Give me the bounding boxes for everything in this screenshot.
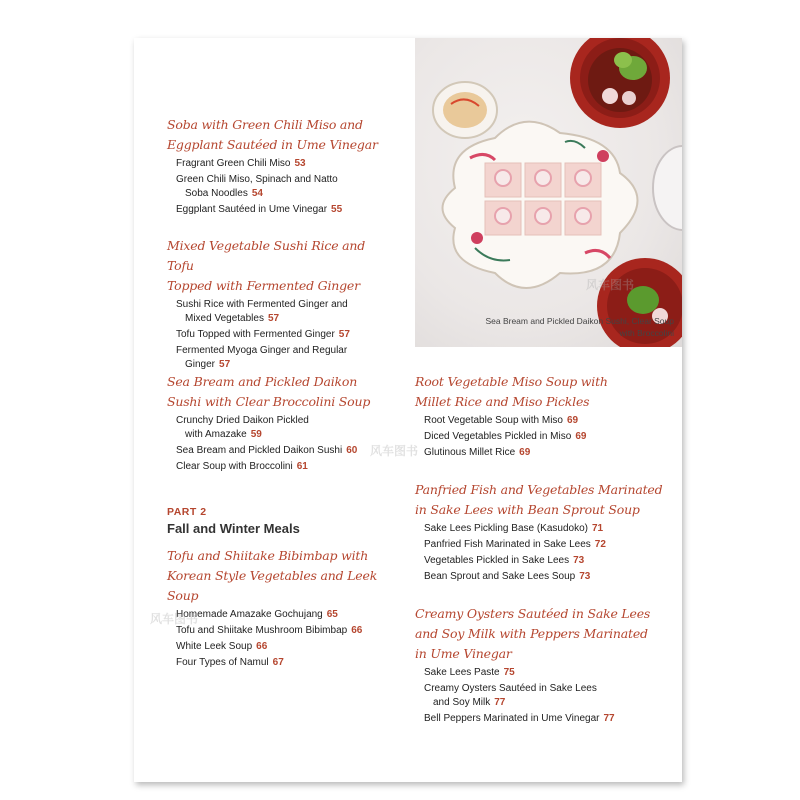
part-2-heading [167, 506, 300, 536]
title-line: Mixed Vegetable Sushi Rice and Tofu [167, 238, 366, 273]
toc-entry[interactable] [415, 682, 665, 710]
entry-text: Sea Bream and Pickled Daikon Sushi [176, 445, 343, 456]
page-number: 66 [256, 641, 268, 652]
toc-entry[interactable] [167, 157, 382, 171]
recipe-section-title [415, 604, 665, 664]
page-number: 69 [575, 431, 587, 442]
entry-text: Fragrant Green Chili Miso [176, 158, 291, 169]
toc-entry[interactable] [167, 328, 382, 342]
page-number: 75 [503, 667, 515, 678]
toc-entry[interactable] [167, 203, 382, 217]
toc-entry[interactable] [167, 344, 382, 372]
title-line: in Ume Vinegar [415, 646, 512, 661]
recipe-section-title [167, 372, 382, 412]
page-number: 66 [351, 625, 363, 636]
title-line: and Soy Milk with Peppers Marinated [415, 626, 648, 641]
page-number: 65 [326, 609, 338, 620]
recipe-section-title [167, 115, 382, 155]
page-number: 59 [250, 429, 262, 440]
entry-text: Panfried Fish Marinated in Sake Lees [424, 539, 591, 550]
entry-text: Crunchy Dried Daikon Pickled [176, 415, 309, 426]
recipe-section [167, 546, 397, 670]
entry-text: Glutinous Millet Rice [424, 447, 516, 458]
recipe-section [415, 480, 665, 584]
recipe-section [415, 604, 665, 726]
recipe-section [415, 372, 665, 460]
title-line: Root Vegetable Miso Soup with [415, 374, 608, 389]
title-line: Millet Rice and Miso Pickles [415, 394, 590, 409]
toc-entry[interactable] [415, 712, 665, 726]
entry-text: Creamy Oysters Sautéed in Sake Lees [424, 683, 597, 694]
page-number: 54 [251, 188, 263, 199]
watermark-3: 风车图书 [150, 612, 199, 626]
toc-entry[interactable] [167, 444, 382, 458]
page-number: 77 [494, 697, 506, 708]
entry-text: Eggplant Sautéed in Ume Vinegar [176, 204, 328, 215]
entry-text: Bell Peppers Marinated in Ume Vinegar [424, 713, 600, 724]
recipe-section [167, 236, 382, 372]
title-line: Soba with Green Chili Miso and [167, 117, 363, 132]
entry-text: Fermented Myoga Ginger and Regular [176, 345, 348, 356]
entry-text: Diced Vegetables Pickled in Miso [424, 431, 572, 442]
toc-entry[interactable] [415, 522, 665, 536]
title-line: Sea Bream and Pickled Daikon [167, 374, 358, 389]
page-number: 67 [272, 657, 284, 668]
recipe-section [167, 372, 382, 474]
page-number: 60 [346, 445, 358, 456]
part-title: Fall and Winter Meals [167, 521, 300, 536]
entry-text: Homemade Amazake Gochujang [176, 609, 323, 620]
page-number: 53 [294, 158, 306, 169]
entry-text: Root Vegetable Soup with Miso [424, 415, 563, 426]
photo-caption: Sea Bream and Pickled Daikon Sushi, Clear Soup with Broccolini [485, 316, 674, 338]
entry-text: Sushi Rice with Fermented Ginger and [176, 299, 348, 310]
recipe-section-title [167, 236, 382, 296]
title-line: Panfried Fish and Vegetables Marinated [415, 482, 663, 497]
food-photo [415, 38, 682, 347]
title-line: Creamy Oysters Sautéed in Sake Lees [415, 606, 651, 621]
recipe-section-title [167, 546, 397, 606]
entry-text: Sake Lees Pickling Base (Kasudoko) [424, 523, 588, 534]
toc-entry[interactable] [167, 298, 382, 326]
title-line: Sushi with Clear Broccolini Soup [167, 394, 371, 409]
entry-text: Tofu Topped with Fermented Ginger [176, 329, 335, 340]
entry-text: Tofu and Shiitake Mushroom Bibimbap [176, 625, 348, 636]
recipe-section-title [415, 372, 665, 412]
page-number: 61 [296, 461, 308, 472]
toc-entry[interactable] [167, 460, 382, 474]
page-number: 55 [331, 204, 343, 215]
entry-text: Mixed Vegetables [185, 313, 264, 324]
toc-entry[interactable] [167, 608, 397, 622]
entry-text: Vegetables Pickled in Sake Lees [424, 555, 570, 566]
watermark-2: 风车图书 [370, 444, 419, 458]
page-number: 73 [579, 571, 591, 582]
title-line: in Sake Lees with Bean Sprout Soup [415, 502, 640, 517]
title-line: Eggplant Sautéed in Ume Vinegar [167, 137, 378, 152]
page-number: 73 [573, 555, 585, 566]
page-number: 72 [594, 539, 606, 550]
page-number: 57 [219, 359, 231, 370]
page-number: 57 [338, 329, 350, 340]
entry-text: Green Chili Miso, Spinach and Natto [176, 174, 338, 185]
entry-text: Soba Noodles [185, 188, 248, 199]
toc-entry[interactable] [167, 624, 397, 638]
toc-entry[interactable] [167, 414, 382, 442]
toc-entry[interactable] [415, 414, 665, 428]
part-label: PART 2 [167, 506, 207, 518]
recipe-section-title [415, 480, 665, 520]
toc-entry[interactable] [415, 446, 665, 460]
toc-entry[interactable] [415, 666, 665, 680]
toc-entry[interactable] [167, 640, 397, 654]
toc-entry[interactable] [415, 554, 665, 568]
page-number: 77 [603, 713, 615, 724]
title-line: Tofu and Shiitake Bibimbap with [167, 548, 369, 563]
entry-text: Clear Soup with Broccolini [176, 461, 293, 472]
entry-text: White Leek Soup [176, 641, 253, 652]
toc-entry[interactable] [415, 570, 665, 584]
entry-text: and Soy Milk [433, 697, 491, 708]
toc-entry[interactable] [415, 430, 665, 444]
page-number: 69 [566, 415, 579, 426]
toc-entry[interactable] [167, 173, 382, 201]
toc-entry[interactable] [167, 656, 397, 670]
entry-text: with Amazake [185, 429, 247, 440]
watermark-1: 风车图书 [586, 278, 635, 292]
entry-text: Ginger [185, 359, 216, 370]
title-line: Korean Style Vegetables and Leek Soup [167, 568, 378, 603]
entry-text: Four Types of Namul [176, 657, 269, 668]
page-number: 71 [591, 523, 604, 534]
food-illustration [415, 38, 682, 347]
page-number: 69 [519, 447, 531, 458]
toc-entry[interactable] [415, 538, 665, 552]
page-number: 57 [267, 313, 280, 324]
entry-text: Sake Lees Paste [424, 667, 500, 678]
title-line: Topped with Fermented Ginger [167, 278, 360, 293]
recipe-section [167, 115, 382, 217]
entry-text: Bean Sprout and Sake Lees Soup [424, 571, 576, 582]
